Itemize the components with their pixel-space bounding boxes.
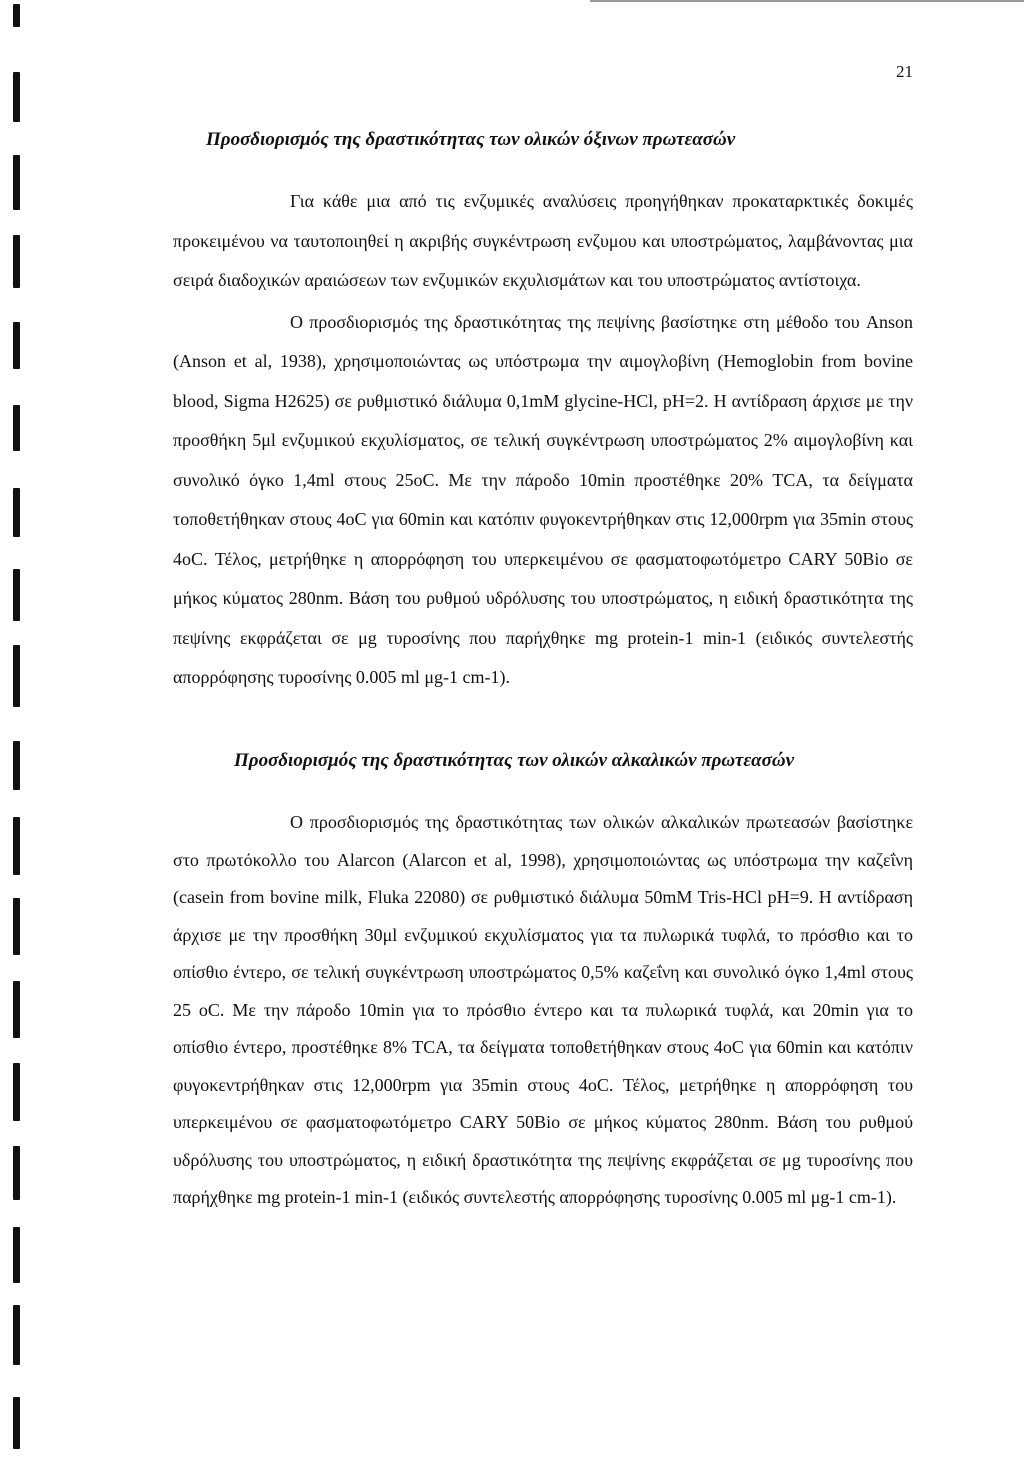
binding-mark — [13, 1146, 20, 1200]
binding-mark — [13, 741, 20, 790]
binding-mark — [13, 155, 20, 210]
binding-mark — [13, 322, 20, 369]
binding-mark — [13, 981, 20, 1038]
section-title: Προσδιορισμός της δραστικότητας των ολικών όξινων πρωτεασών — [206, 129, 736, 150]
section-title: Προσδιορισμός της δραστικότητας των ολικών αλκαλικών πρωτεασών — [234, 750, 795, 771]
binding-mark — [13, 1063, 20, 1121]
section-alkaline-proteases — [173, 744, 913, 1217]
binding-marks — [0, 0, 30, 1469]
paragraph: Για κάθε μια από τις ενζυμικές αναλύσεις προηγήθηκαν προκαταρκτικές δοκιμές προκειμένου να ταυτοποιηθεί η ακριβής συγκέντρωση ενζυμου και υποστρώματος, λαμβάνοντας μια σειρά διαδοχικών αραιώσεων των ενζυμικών εκχυλισμάτων και του υποστρώματος αντίστοιχα. — [173, 191, 913, 290]
binding-mark — [13, 4, 20, 27]
binding-mark — [13, 235, 20, 288]
binding-mark — [13, 1305, 20, 1365]
binding-mark — [13, 569, 20, 621]
paragraph: Ο προσδιορισμός της δραστικότητας των ολικών αλκαλικών πρωτεασών βασίστηκε στο πρωτόκολλο του Alarcon (Alarcon et al, 1998), χρησιμοποιώντας ως υπόστρωμα την καζεΐνη (casein from bovine milk, Fluka 22080) σε ρυθμιστικό διάλυμα 50mM Tris-HCl pH=9. Η αντίδραση άρχισε με την προσθήκη 30μl ενζυμικού εκχυλίσματος για τα πυλωρικά τυφλά, το πρόσθιο και το οπίσθιο έντερο, σε τελική συγκέντρωση υποστρώματος 0,5% καζεΐνη και συνολικό όγκο 1,4ml στους 25 oC. Με την πάροδο 10min για το πρόσθιο έντερο και τα πυλωρικά τυφλά, και 20min για το οπίσθιο έντερο, προστέθηκε 8% TCA, τα δείγματα τοποθετήθηκαν στους 4oC για 60min και κατόπιν φυγοκεντρήθηκαν στις 12,000rpm για 35min στους 4oC. Τέλος, μετρήθηκε η απορρόφηση του υπερκειμένου σε φασματοφωτόμετρο CARY 50Bio σε μήκος κύματος 280nm. Βάση του ρυθμού υδρόλυσης του υποστρώματος, η ειδική δραστικότητα της πεψίνης εκφράζεται σε μg τυροσίνης που παρήχθηκε mg protein-1 min-1 (ειδικός συντελεστής απορρόφησης τυροσίνης 0.005 ml μg-1 cm-1). — [173, 812, 913, 1207]
page-number: 21 — [896, 62, 913, 81]
top-rule — [590, 0, 1024, 2]
binding-mark — [13, 645, 20, 707]
binding-mark — [13, 898, 20, 955]
binding-mark — [13, 72, 20, 122]
paragraph: Ο προσδιορισμός της δραστικότητας της πεψίνης βασίστηκε στη μέθοδο του Anson (Anson et al, 1938), χρησιμοποιώντας ως υπόστρωμα την αιμογλοβίνη (Hemoglobin from bovine blood, Sigma H2625) σε ρυθμιστικό διάλυμα 0,1mM glycine-HCl, pH=2. Η αντίδραση άρχισε με την προσθήκη 5μl ενζυμικού εκχυλίσματος, σε τελική συγκέντρωση υποστρώματος 2% αιμογλοβίνη και συνολικό όγκο 1,4ml στους 25oC. Με την πάροδο 10min προστέθηκε 20% TCA, τα δείγματα τοποθετήθηκαν στους 4oC για 60min και κατόπιν φυγοκεντρήθηκαν στις 12,000rpm για 35min στους 4oC. Τέλος, μετρήθηκε η απορρόφηση του υπερκειμένου σε φασματοφωτόμετρο CARY 50Bio σε μήκος κύματος 280nm. Βάση του ρυθμού υδρόλυσης του υποστρώματος, η ειδική δραστικότητα της πεψίνης εκφράζεται σε μg τυροσίνης που παρήχθηκε mg protein-1 min-1 (ειδικός συντελεστής απορρόφησης τυροσίνης 0.005 ml μg-1 cm-1). — [173, 311, 913, 687]
binding-mark — [13, 817, 20, 875]
section-acid-proteases — [173, 123, 913, 698]
binding-mark — [13, 1397, 20, 1449]
binding-mark — [13, 1227, 20, 1283]
binding-mark — [13, 488, 20, 537]
binding-mark — [13, 405, 20, 451]
